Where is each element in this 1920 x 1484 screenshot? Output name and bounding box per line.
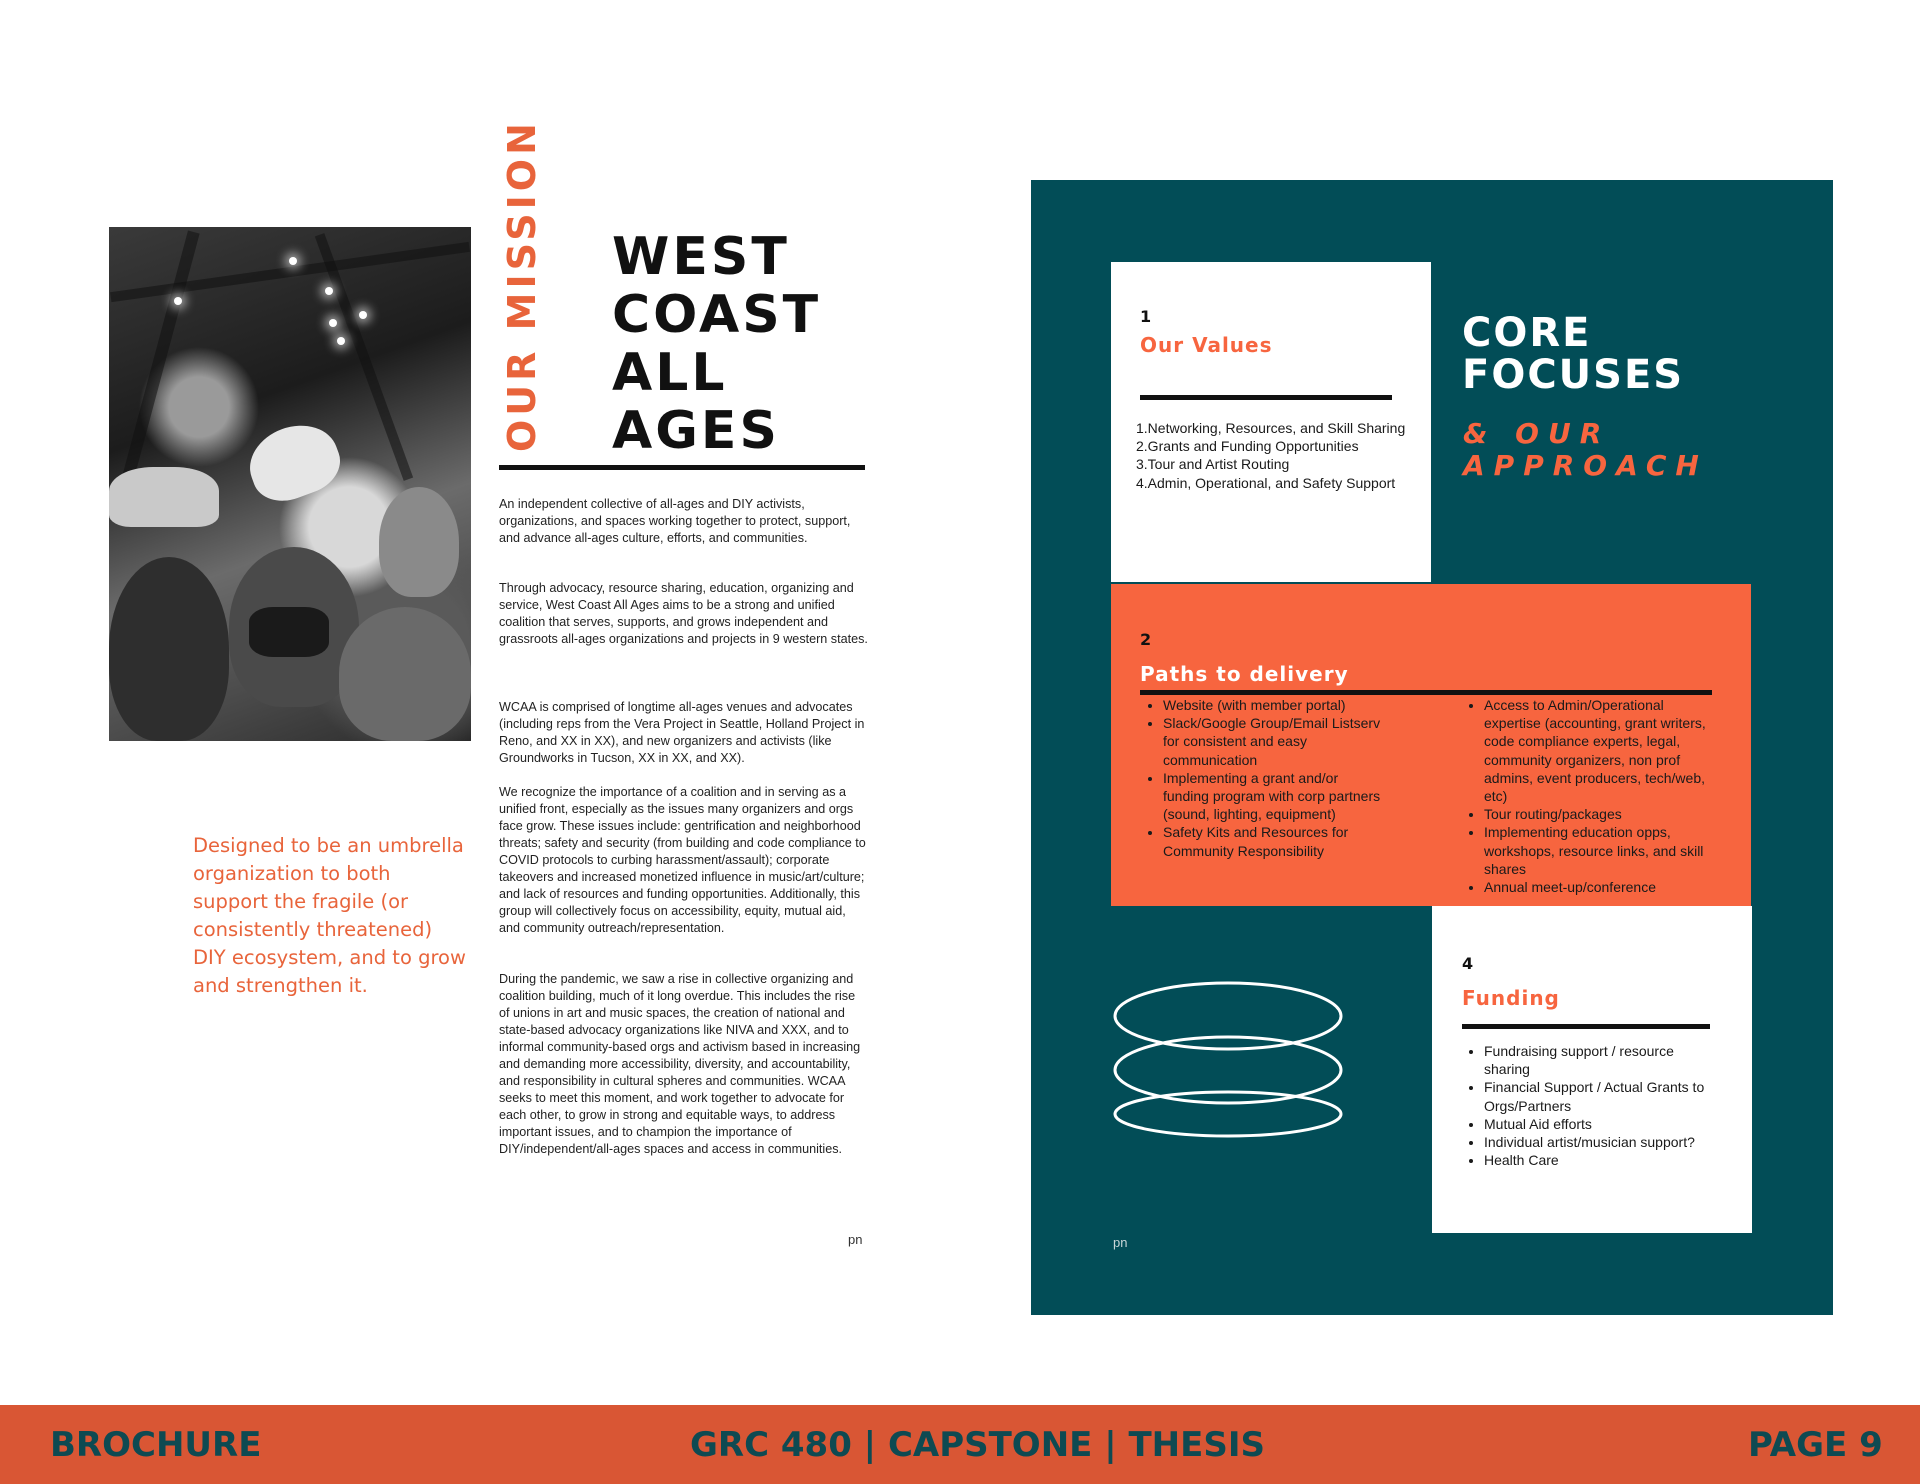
mission-paragraph: An independent collective of all-ages and DIY activists, organizations, and spaces working together to protect, support, and advance all-ages culture, efforts, and communities.: [499, 497, 851, 545]
concert-crowd-photo: [109, 227, 471, 741]
values-list: [1136, 419, 1405, 492]
headline: WEST COAST ALL AGES: [612, 227, 822, 461]
list-item: 2.Grants and Funding Opportunities: [1136, 438, 1359, 455]
list-item: • Slack/Google Group/Email Listserv for consistent and easy communication: [1163, 714, 1385, 769]
footer-center-label: GRC 480 | CAPSTONE | THESIS: [690, 1425, 1265, 1465]
mission-paragraph: WCAA is comprised of longtime all-ages venues and advocates (including reps from the Vera Project in Seattle, Holland Project in Reno, and XX in XX), and new organizers and activists (like Groundworks in Tucson, XX in XX, and XX).: [499, 700, 865, 765]
funding-number: 4: [1462, 954, 1474, 973]
list-item: 1.Networking, Resources, and Skill Sharing: [1136, 420, 1406, 436]
values-number: 1: [1140, 307, 1152, 326]
funding-divider: [1462, 1024, 1710, 1029]
list-item: • Website (with member portal): [1163, 696, 1385, 714]
paths-title: Paths to delivery: [1140, 662, 1349, 686]
paths-divider: [1140, 690, 1712, 695]
mission-paragraph: We recognize the importance of a coalition and in serving as a unified front, especially as the issues many organizers and orgs face grow. These issues include: gentrification and neighborhood threats; safety and security (from building and code compliance to COVID protocols to curbing harassment/assault); corporate takeovers and increased monetized influence in music/art/culture; and lack of resources and funding opportunities. Additionally, this group will collectively focus on accessibility, equity, mutual aid, and community outreach/representation.: [499, 785, 866, 935]
footer-page-label: PAGE 9: [1748, 1425, 1883, 1465]
footer-bar: [0, 1405, 1920, 1484]
core-focuses-title: CORE FOCUSES: [1462, 310, 1685, 398]
page-number-left: pn: [848, 1232, 863, 1247]
list-item: 4.Admin, Operational, and Safety Support: [1136, 474, 1396, 491]
list-item: • Implementing education opps, workshops, resource links, and skill shares: [1484, 823, 1716, 878]
list-item: • Health Care: [1484, 1151, 1716, 1169]
paths-list-col1: [1145, 696, 1385, 860]
list-item: • Financial Support / Actual Grants to Orgs/Partners: [1484, 1078, 1716, 1114]
list-item: • Tour routing/packages: [1484, 805, 1716, 823]
approach-subtitle: & OUR APPROACH: [1463, 417, 1708, 482]
paths-list-col2: [1466, 696, 1716, 896]
mission-paragraph: Through advocacy, resource sharing, education, organizing and service, West Coast All Ages aims to be a strong and unified coalition that serves, supports, and grows independent and grassroots all-ages organizations and projects in 9 western states.: [499, 581, 868, 646]
list-item: • Individual artist/musician support?: [1484, 1133, 1716, 1151]
list-item: • Implementing a grant and/or funding program with corp partners (sound, lighting, equipment): [1163, 769, 1385, 824]
list-item: • Annual meet-up/conference: [1484, 878, 1716, 896]
funding-list: [1466, 1042, 1716, 1169]
page-number-right: pn: [1113, 1235, 1128, 1250]
mission-label: OUR MISSION: [500, 119, 544, 452]
mission-paragraph: During the pandemic, we saw a rise in collective organizing and coalition building, much of it long overdue. This includes the rise of unions in art and music spaces, the creation of national and state-based advocacy organizations like NIVA and XXX, and to informal community-based orgs and activism based in increasing and demanding more accessibility, diversity, and accountability, and responsibility in cultural spheres and communities. WCAA seeks to meet this moment, and work together to advocate for each other, to grow in strong and equitable ways, to address important issues, and to champion the importance of DIY/independent/all-ages spaces and access in communities.: [499, 972, 861, 1156]
list-item: • Safety Kits and Resources for Community Responsibility: [1163, 823, 1385, 859]
list-item: • Mutual Aid efforts: [1484, 1115, 1716, 1133]
list-item: • Access to Admin/Operational expertise (accounting, grant writers, code compliance experts, legal, community organizers, non prof admins, event producers, tech/web, etc): [1484, 696, 1716, 805]
pull-quote: Designed to be an umbrella organization to both support the fragile (or consistently threatened) DIY ecosystem, and to grow and strengthen it.: [193, 834, 466, 997]
footer-left-label: BROCHURE: [50, 1425, 262, 1465]
headline-divider: [499, 465, 865, 470]
stacked-rings-graphic: [1110, 978, 1350, 1138]
values-title: Our Values: [1140, 333, 1273, 357]
paths-number: 2: [1140, 630, 1152, 649]
values-divider: [1140, 395, 1392, 400]
funding-title: Funding: [1462, 986, 1560, 1010]
list-item: 3.Tour and Artist Routing: [1136, 456, 1290, 473]
list-item: • Fundraising support / resource sharing: [1484, 1042, 1716, 1078]
